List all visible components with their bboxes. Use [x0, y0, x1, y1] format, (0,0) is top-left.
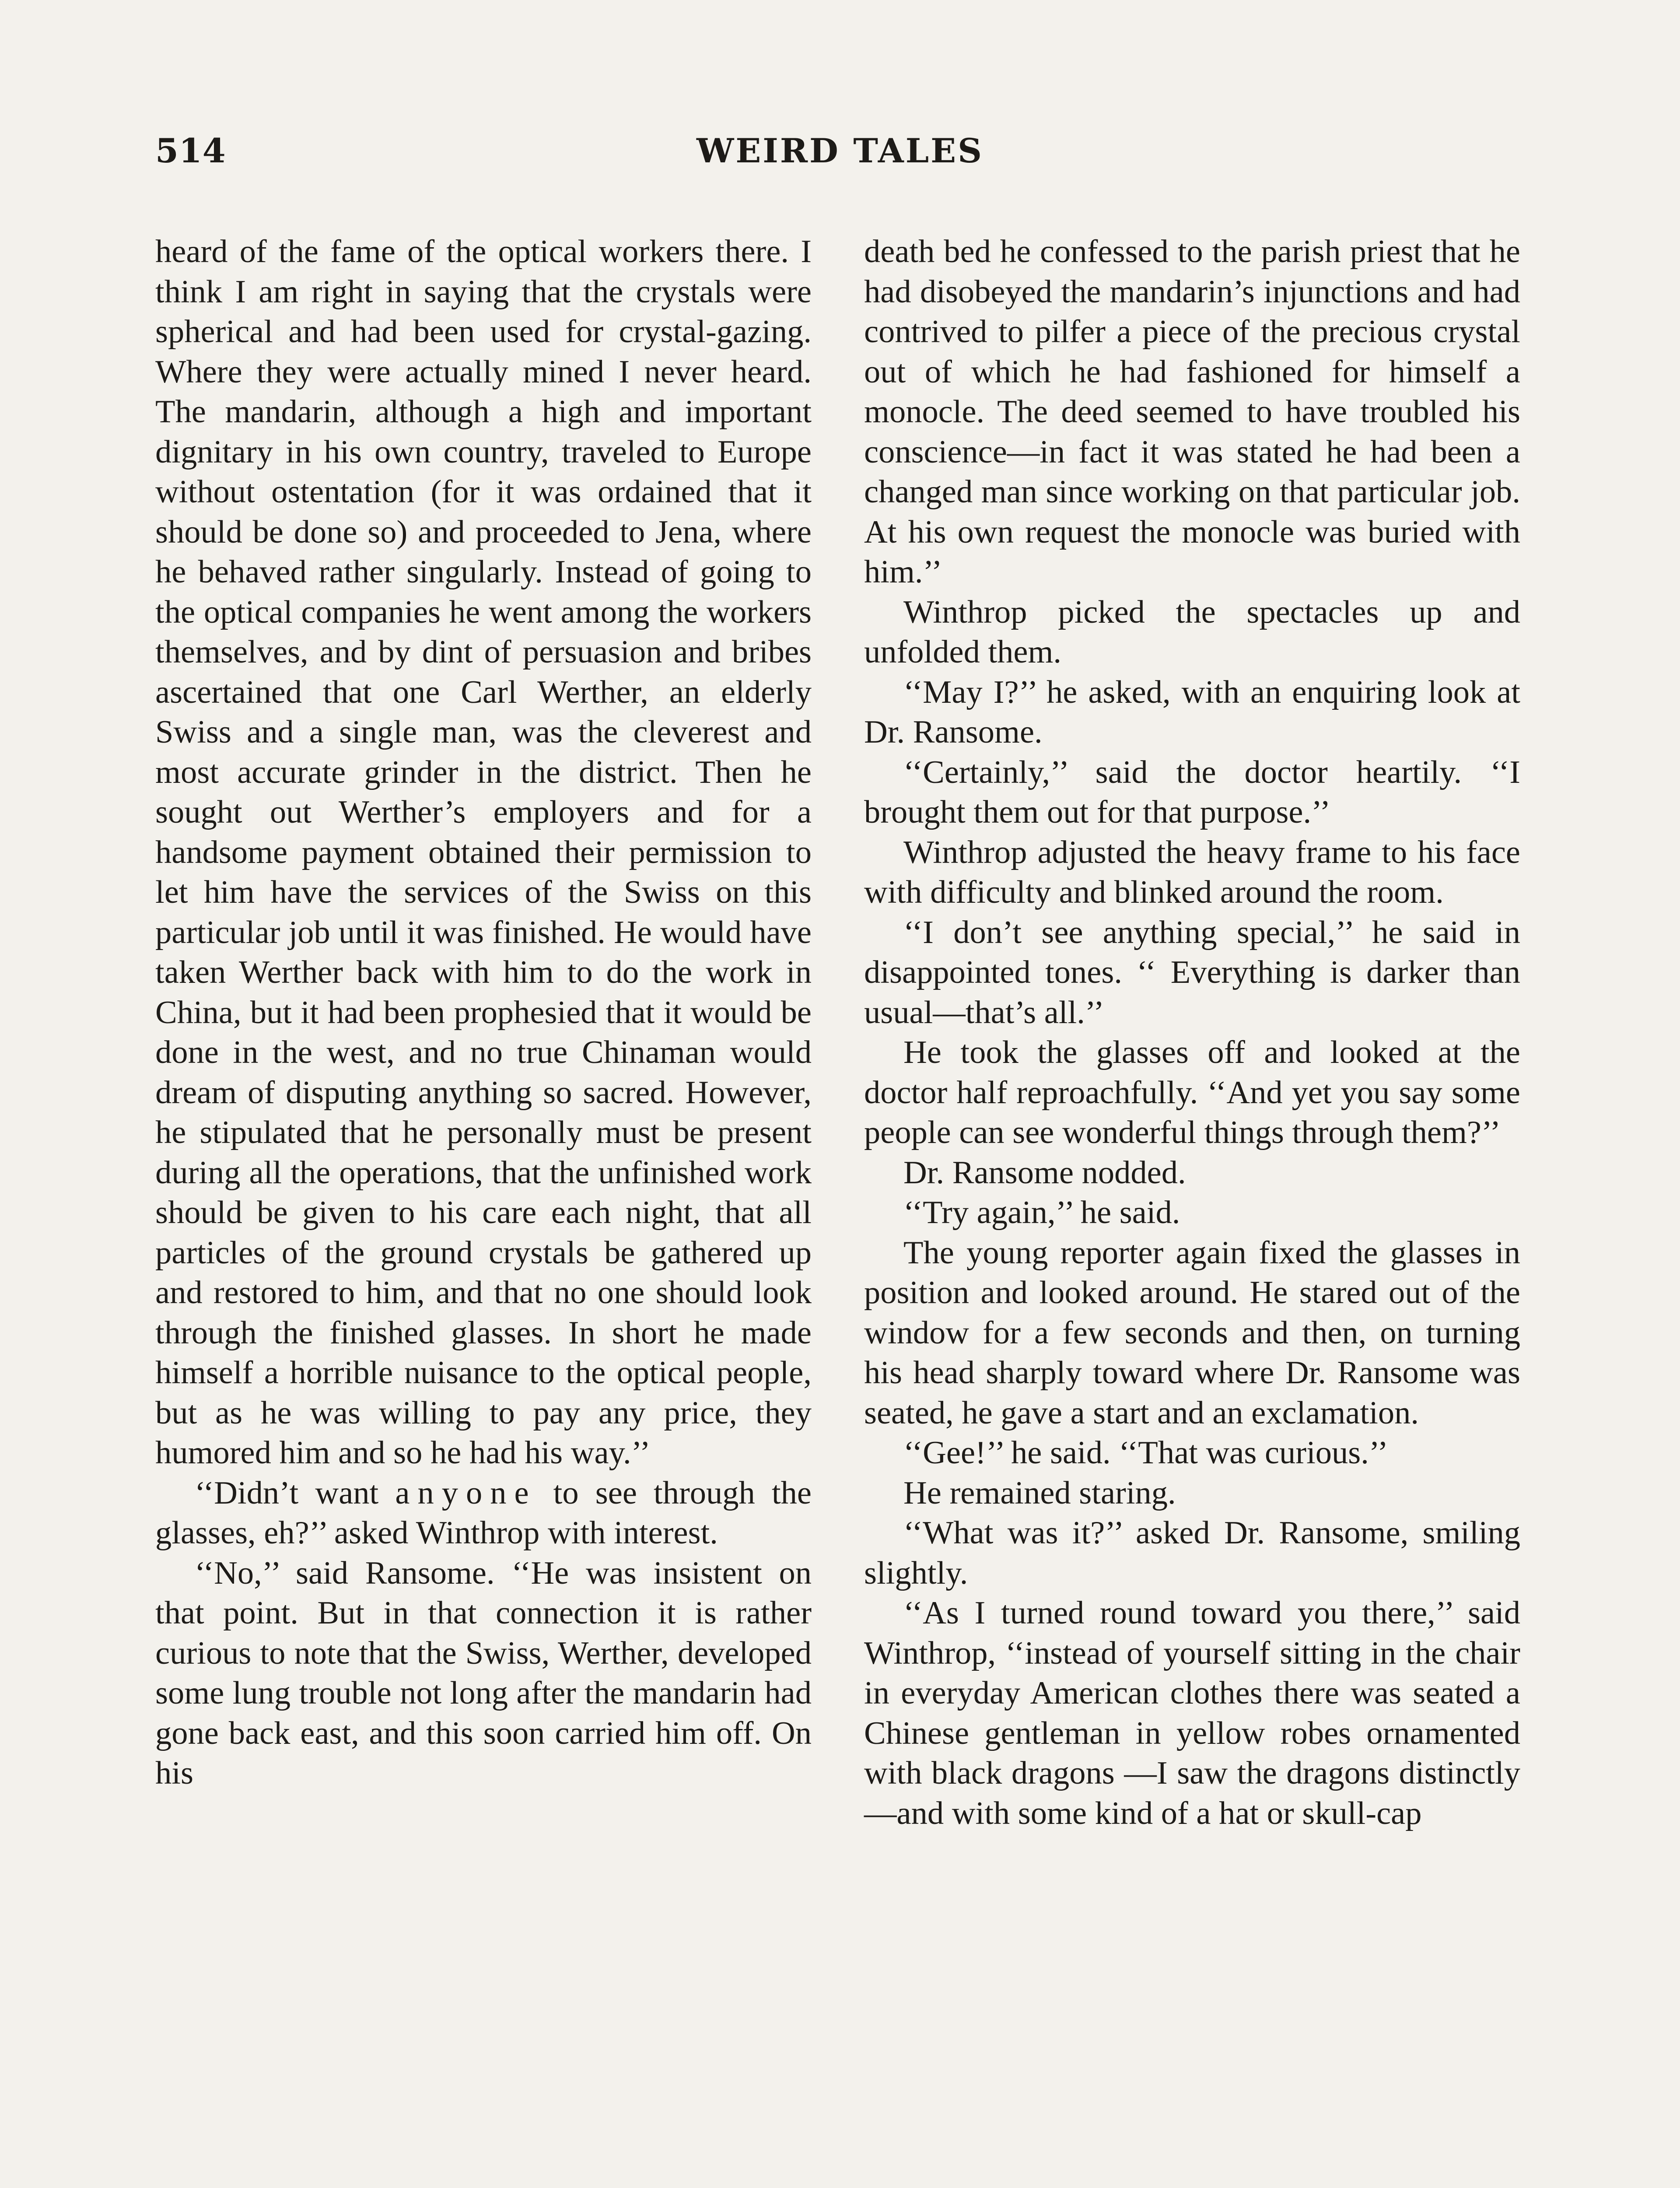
page-header	[155, 131, 1525, 184]
paragraph: The young reporter again fixed the glasses in position and looked around. He stared out of the window for a few seconds and then, on turning his head sharply toward where Dr. Ransome was seated, he gave a start and an exclamation.	[864, 1234, 1520, 1431]
paragraph: ‘‘As I turned round toward you there,’’ said Winthrop, ‘‘instead of yourself sitting in the chair in everyday American clothes there was seated a Chinese gentleman in yellow robes ornamented with black dragons —I saw the dragons distinctly—and with some kind of a hat or skull-cap	[864, 1595, 1520, 1831]
running-title: WEIRD TALES	[696, 131, 984, 170]
left-column	[155, 232, 812, 1794]
paragraph: ‘‘I don’t see anything special,’’ he said in disappointed tones. ‘‘ Everything is darker than usual—that’s all.’’	[864, 914, 1520, 1031]
paragraph: ‘‘What was it?’’ asked Dr. Ransome, smiling slightly.	[864, 1515, 1520, 1591]
paragraph: ‘‘No,’’ said Ransome. ‘‘He was insistent on that point. But in that connection it is rather curious to note that the Swiss, Werther, developed some lung trouble not long after the mandarin had gone back east, and this soon carried him off. On his	[155, 1555, 812, 1791]
paragraph-text: to see through the glasses, eh?’’ asked Winthrop with interest.	[155, 1475, 812, 1551]
right-column	[864, 232, 1520, 1834]
paragraph: ‘‘Try again,’’ he said.	[903, 1195, 1180, 1231]
paragraph-text: ‘‘Didn’t want	[195, 1475, 396, 1511]
paragraph: death bed he confessed to the parish priest that he had disobeyed the mandarin’s injunctions and had contrived to pilfer a piece of the precious crystal out of which he had fashioned for himself a monocle. The deed seemed to have troubled his conscience—in fact it was stated he had been a changed man since working on that particular job. At his own request the monocle was buried with him.’’	[864, 234, 1520, 590]
paragraph: heard of the fame of the optical workers there. I think I am right in saying that the crystals were spherical and had been used for crystal-gazing. Where they were actually mined I never heard. The mandarin, although a high and important dignitary in his own country, traveled to Europe without ostentation (for it was ordained that it should be done so) and proceeded to Jena, where he behaved rather singularly. Instead of going to the optical companies he went among the workers themselves, and by dint of persuasion and bribes ascertained that one Carl Werther, an elderly Swiss and a single man, was the cleverest and most accurate grinder in the district. Then he sought out Werther’s employers and for a handsome payment obtained their permission to let him have the services of the Swiss on this particular job until it was finished. He would have taken Werther back with him to do the work in China, but it had been prophesied that it would be done in the west, and no true Chinaman would dream of disputing anything so sacred. However, he stipulated that he personally must be present during all the operations, that the unfinished work should be given to his care each night, that all particles of the ground crystals be gathered up and restored to him, and that no one should look through the finished glasses. In short he made himself a horrible nuisance to the optical people, but as he was willing to pay any price, they humored him and so he had his way.’’	[155, 234, 812, 1471]
emphasized-word: anyone	[395, 1475, 537, 1511]
paragraph: He remained staring.	[903, 1475, 1176, 1511]
paragraph: Winthrop picked the spectacles up and unfolded them.	[864, 594, 1520, 670]
paragraph: ‘‘Certainly,’’ said the doctor heartily. ‘‘I brought them out for that purpose.’’	[864, 754, 1520, 830]
paragraph: Winthrop adjusted the heavy frame to his face with difficulty and blinked around the room.	[864, 834, 1520, 910]
paragraph: ‘‘May I?’’ he asked, with an enquiring look at Dr. Ransome.	[864, 674, 1520, 750]
page-number: 514	[155, 131, 226, 170]
paragraph: He took the glasses off and looked at the doctor half reproachfully. ‘‘And yet you say some people can see wonderful things through them?’’	[864, 1034, 1520, 1150]
paragraph: ‘‘Gee!’’ he said. ‘‘That was curious.’’	[903, 1435, 1388, 1471]
paragraph	[155, 1473, 812, 1553]
paragraph: Dr. Ransome nodded.	[903, 1154, 1186, 1191]
